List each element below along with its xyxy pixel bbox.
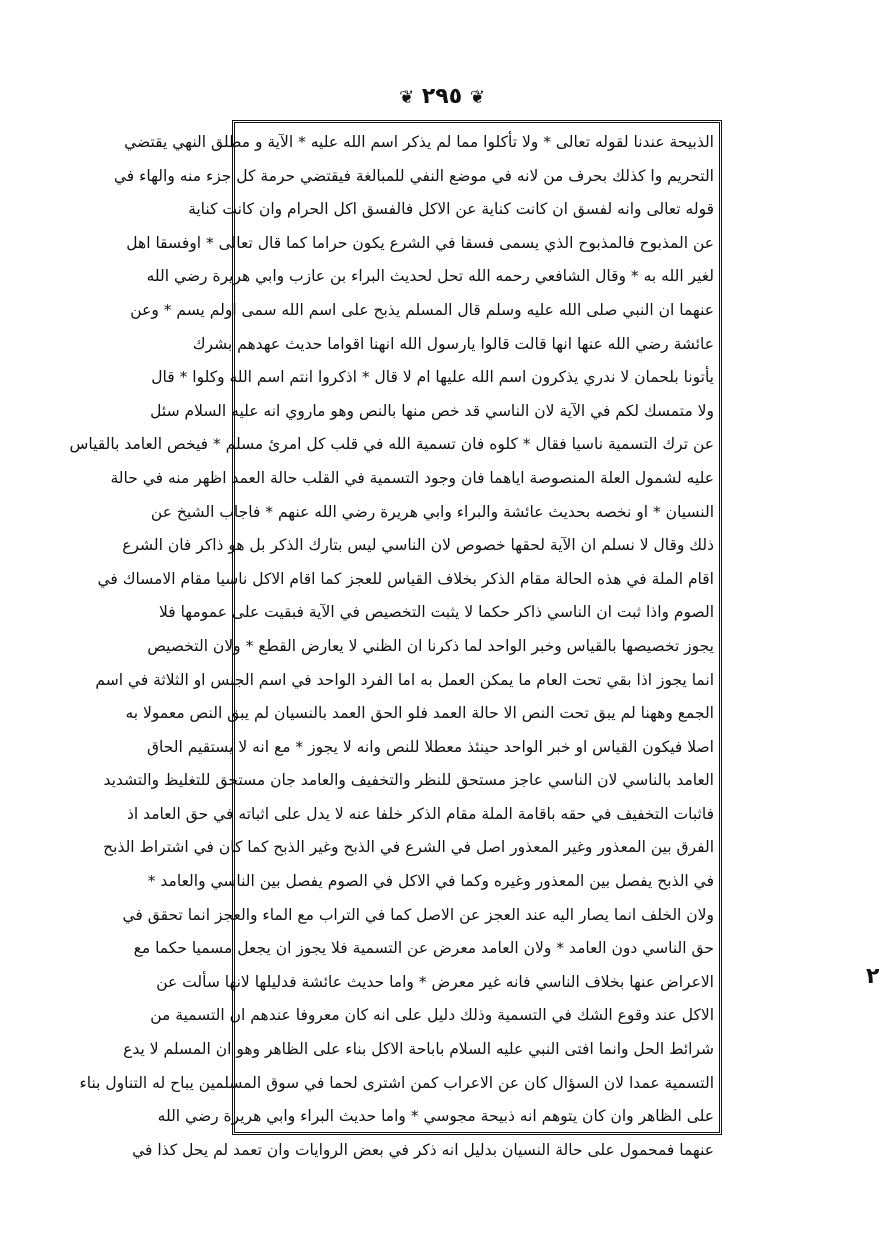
ornament-icon: ❦ (469, 87, 485, 108)
text-line: شرائط الحل وانما افتى النبي عليه السلام باباحة الاكل بناء على الظاهر وهو ان المسلم لا يدع (123, 1040, 714, 1059)
text-line: اصلا فيكون القياس او خبر الواحد حينئذ معطلا للنص وانه لا يجوز * مع انه لا يستقيم الحاق (147, 737, 714, 756)
text-line: عائشة رضي الله عنها انها قالت قالوا يارسول الله انهنا اقواما حديث عهدهم بشرك (192, 334, 714, 353)
text-line: قوله تعالى وانه لفسق ان كانت كناية عن الاكل فالفسق اكل الحرام وان كانت كناية (188, 200, 714, 219)
text-line: العامد بالناسي لان الناسي عاجز مستحق للنظر والتخفيف والعامد جان مستحق للتغليظ والتشديد (103, 771, 714, 790)
main-text-block (69, 126, 714, 1167)
text-line: عن ترك التسمية ناسيا فقال * كلوه فان تسمية الله في قلب كل امرئ مسلم * فيخص العامد بالقياس (69, 435, 714, 454)
text-line: انما يجوز اذا بقي تحت العام ما يمكن العمل به اما الفرد الواحد في اسم الجنس او الثلاثة في اسم (95, 670, 714, 689)
text-line: الفرق بين المعذور وغير المعذور اصل في الشرع في الذبح وغير الذبح كما كان في اشتراط الذبح (103, 838, 714, 857)
text-line: يأتونا بلحمان لا ندري يذكرون اسم الله عليها ام لا قال * اذكروا انتم اسم الله وكلوا * قال (151, 368, 714, 387)
text-line: عنهما ان النبي صلى الله عليه وسلم قال المسلم يذبح على اسم الله سمى اولم يسم * وعن (130, 300, 714, 319)
text-line: عن المذبوح فالمذبوح الذي يسمى فسقا في الشرع يكون حراما كما قال تعالى * اوفسقا اهل (126, 233, 714, 252)
margin-note: ٢ (866, 964, 880, 989)
text-line: حق الناسي دون العامد * ولان العامد معرض عن التسمية فلا يجوز ان يجعل مسميا حكما مع (133, 939, 714, 958)
text-line: الاعراض عنها بخلاف الناسي فانه غير معرض * واما حديث عائشة فدليلها لانها سألت عن (156, 972, 714, 991)
text-line: التحريم وا كذلك بحرف من لانه في موضع النفي للمبالغة فيقتضي حرمة كل جزء منه والهاء في (113, 166, 714, 185)
text-line: لغير الله به * وقال الشافعي رحمه الله تحل لحديث البراء بن عازب وابي هريرة رضي الله (146, 267, 714, 286)
text-line: الصوم واذا ثبت ان الناسي ذاكر حكما لا يثبت التخصيص في الآية فبقيت على عمومها فلا (159, 603, 714, 622)
page-number (0, 84, 884, 109)
text-line: الاكل عند وقوع الشك في التسمية وذلك دليل على انه كان معروفا عندهم ان التسمية من (150, 1006, 714, 1025)
text-line: الجمع وههنا لم يبق تحت النص الا حالة العمد فلو الحق العمد بالنسيان لم يبق النص معمولا به (125, 704, 714, 723)
text-line: في الذبح يفصل بين المعذور وغيره وكما في الاكل في الصوم يفصل بين الناسي والعامد * (147, 872, 714, 891)
text-line: النسيان * او نخصه بحديث عائشة والبراء وابي هريرة رضي الله عنهم * فاجاب الشيخ عن (150, 502, 714, 521)
page-number-text: ٢٩٥ (421, 84, 463, 109)
ornament-icon: ❦ (399, 87, 415, 108)
text-line: اقام الملة في هذه الحالة مقام الذكر بخلاف القياس للعجز كما اقام الاكل ناسيا مقام الامساك في (97, 569, 714, 588)
text-line: ذلك وقال لا نسلم ان الآية لحقها خصوص لان الناسي ليس بتارك الذكر بل هو ذاكر فان الشرع (122, 536, 714, 555)
text-line: عنهما فمحمول على حالة النسيان بدليل انه ذكر في بعض الروايات وان تعمد لم يحل كذا في (132, 1140, 714, 1159)
text-line: عليه لشمول العلة المنصوصة اياهما فان وجود التسمية في القلب حالة العمد اظهر منه في حالة (110, 468, 714, 487)
text-line: ولا متمسك لكم في الآية لان الناسي قد خص منها بالنص وهو ماروي انه عليه السلام سئل (150, 401, 714, 420)
text-line: فاثبات التخفيف في حقه باقامة الملة مقام الذكر خلفا عنه لا يدل على اثباته في حق العامد اذ (126, 804, 714, 823)
text-line: على الظاهر وان كان يتوهم انه ذبيحة مجوسي * واما حديث البراء وابي هريرة رضي الله (157, 1107, 714, 1126)
text-line: التسمية عمدا لان السؤال كان عن الاعراب كمن اشترى لحما في سوق المسلمين يباح له التناول بناء (79, 1073, 714, 1092)
text-line: الذبيحة عندنا لقوله تعالى * ولا تأكلوا مما لم يذكر اسم الله عليه * الآية و مطلق النهي يقتضي (124, 133, 714, 151)
text-line: ولان الخلف انما يصار اليه عند العجز عن الاصل كما في التراب مع الماء والعجز انما تحقق في (122, 905, 714, 924)
text-line: يجوز تخصيصها بالقياس وخبر الواحد لما ذكرنا ان الظني لا يعارض القطع * ولان التخصيص (147, 636, 714, 655)
